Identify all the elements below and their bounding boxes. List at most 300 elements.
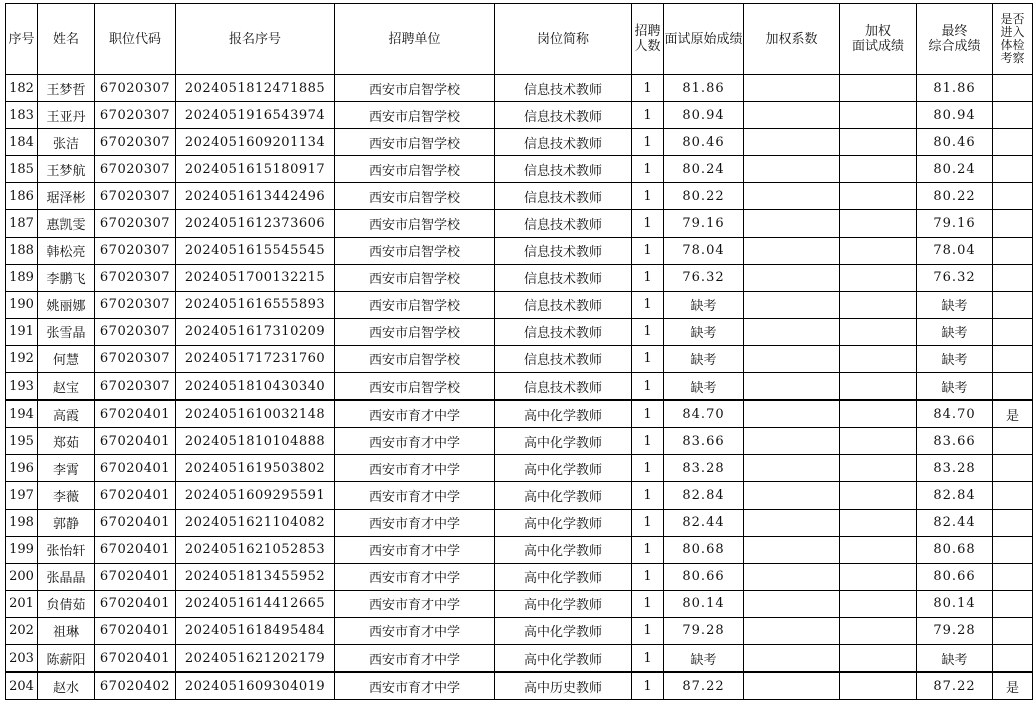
- cell-reg: 2024051618495484: [176, 617, 335, 644]
- cell-code: 67020307: [95, 156, 176, 183]
- cell-final: 82.84: [917, 482, 993, 509]
- cell-post: 高中化学教师: [495, 590, 632, 617]
- cell-weighted: [840, 536, 917, 563]
- cell-medical: [993, 318, 1033, 345]
- header-medical-check: [993, 4, 1033, 75]
- cell-raw: 80.46: [664, 129, 744, 156]
- cell-unit: 西安市育才中学: [335, 617, 495, 644]
- cell-seq: 194: [6, 400, 38, 428]
- cell-weighted: [840, 345, 917, 372]
- cell-code: 67020401: [95, 428, 176, 455]
- header-row: [6, 4, 1033, 75]
- cell-count: 1: [632, 400, 664, 428]
- cell-medical: [993, 455, 1033, 482]
- cell-code: 67020401: [95, 617, 176, 644]
- cell-count: 1: [632, 291, 664, 318]
- cell-seq: 189: [6, 264, 38, 291]
- cell-raw: 80.66: [664, 563, 744, 590]
- cell-unit: 西安市育才中学: [335, 563, 495, 590]
- table-row: [6, 482, 1033, 509]
- cell-factor: [744, 509, 840, 536]
- cell-post: 信息技术教师: [495, 210, 632, 237]
- cell-medical: [993, 644, 1033, 672]
- header-weighted-line2: 面试成绩: [851, 39, 904, 54]
- cell-factor: [744, 400, 840, 428]
- cell-code: 67020401: [95, 482, 176, 509]
- cell-seq: 182: [6, 75, 38, 102]
- cell-final: 81.86: [917, 75, 993, 102]
- cell-final: 80.68: [917, 536, 993, 563]
- table-row: [6, 590, 1033, 617]
- cell-count: 1: [632, 590, 664, 617]
- table-row: [6, 455, 1033, 482]
- cell-post: 高中化学教师: [495, 455, 632, 482]
- cell-weighted: [840, 210, 917, 237]
- cell-weighted: [840, 156, 917, 183]
- cell-name: 郭静: [38, 509, 95, 536]
- table-row: [6, 400, 1033, 428]
- cell-post: 高中化学教师: [495, 482, 632, 509]
- cell-medical: [993, 183, 1033, 210]
- cell-reg: 2024051916543974: [176, 102, 335, 129]
- cell-seq: 198: [6, 509, 38, 536]
- cell-code: 67020401: [95, 563, 176, 590]
- cell-factor: [744, 672, 840, 700]
- cell-name: 赵宝: [38, 373, 95, 401]
- cell-code: 67020401: [95, 509, 176, 536]
- cell-unit: 西安市启智学校: [335, 291, 495, 318]
- cell-unit: 西安市启智学校: [335, 129, 495, 156]
- cell-reg: 2024051700132215: [176, 264, 335, 291]
- cell-post: 信息技术教师: [495, 373, 632, 401]
- cell-code: 67020307: [95, 345, 176, 372]
- cell-code: 67020307: [95, 75, 176, 102]
- cell-factor: [744, 102, 840, 129]
- header-hire-count-line1: 招聘: [634, 24, 661, 39]
- cell-reg: 2024051619503802: [176, 455, 335, 482]
- cell-count: 1: [632, 102, 664, 129]
- cell-medical: [993, 345, 1033, 372]
- table-row: [6, 563, 1033, 590]
- table-row: [6, 672, 1033, 700]
- cell-unit: 西安市育才中学: [335, 672, 495, 700]
- cell-count: 1: [632, 75, 664, 102]
- cell-reg: 2024051609295591: [176, 482, 335, 509]
- cell-raw: 80.22: [664, 183, 744, 210]
- cell-reg: 2024051610032148: [176, 400, 335, 428]
- cell-seq: 203: [6, 644, 38, 672]
- table-row: [6, 183, 1033, 210]
- cell-count: 1: [632, 672, 664, 700]
- cell-final: 80.14: [917, 590, 993, 617]
- cell-reg: 2024051613442496: [176, 183, 335, 210]
- cell-name: 赵水: [38, 672, 95, 700]
- cell-final: 80.66: [917, 563, 993, 590]
- cell-code: 67020307: [95, 102, 176, 129]
- cell-final: 80.94: [917, 102, 993, 129]
- header-position-code: 职位代码: [95, 4, 176, 75]
- cell-final: 84.70: [917, 400, 993, 428]
- table-body: [6, 75, 1033, 700]
- cell-seq: 200: [6, 563, 38, 590]
- cell-post: 信息技术教师: [495, 156, 632, 183]
- cell-raw: 81.86: [664, 75, 744, 102]
- cell-factor: [744, 536, 840, 563]
- cell-reg: 2024051621202179: [176, 644, 335, 672]
- cell-post: 信息技术教师: [495, 291, 632, 318]
- cell-reg: 2024051617310209: [176, 318, 335, 345]
- cell-code: 67020402: [95, 672, 176, 700]
- cell-seq: 185: [6, 156, 38, 183]
- cell-reg: 2024051813455952: [176, 563, 335, 590]
- cell-count: 1: [632, 129, 664, 156]
- cell-raw: 76.32: [664, 264, 744, 291]
- cell-final: 87.22: [917, 672, 993, 700]
- cell-raw: 缺考: [664, 373, 744, 401]
- cell-unit: 西安市育才中学: [335, 536, 495, 563]
- table-row: [6, 129, 1033, 156]
- cell-reg: 2024051717231760: [176, 345, 335, 372]
- cell-seq: 204: [6, 672, 38, 700]
- cell-raw: 缺考: [664, 644, 744, 672]
- cell-name: 何慧: [38, 345, 95, 372]
- table-row: [6, 237, 1033, 264]
- cell-medical: [993, 156, 1033, 183]
- cell-code: 67020307: [95, 264, 176, 291]
- cell-final: 78.04: [917, 237, 993, 264]
- table-row: [6, 373, 1033, 401]
- table-row: [6, 156, 1033, 183]
- cell-unit: 西安市启智学校: [335, 75, 495, 102]
- header-hire-count-line2: 人数: [634, 39, 661, 54]
- cell-final: 83.28: [917, 455, 993, 482]
- cell-count: 1: [632, 455, 664, 482]
- cell-reg: 2024051810430340: [176, 373, 335, 401]
- cell-name: 高霞: [38, 400, 95, 428]
- cell-medical: [993, 536, 1033, 563]
- cell-medical: [993, 291, 1033, 318]
- table-row: [6, 536, 1033, 563]
- cell-post: 高中历史教师: [495, 672, 632, 700]
- cell-seq: 197: [6, 482, 38, 509]
- cell-code: 67020307: [95, 183, 176, 210]
- cell-medical: [993, 129, 1033, 156]
- cell-code: 67020307: [95, 318, 176, 345]
- cell-medical: [993, 482, 1033, 509]
- cell-name: 李鹏飞: [38, 264, 95, 291]
- cell-raw: 87.22: [664, 672, 744, 700]
- cell-name: 陈薪阳: [38, 644, 95, 672]
- cell-seq: 184: [6, 129, 38, 156]
- header-medical-line4: 考察: [1000, 50, 1025, 65]
- cell-final: 79.16: [917, 210, 993, 237]
- cell-name: 李霄: [38, 455, 95, 482]
- cell-name: 姚丽娜: [38, 291, 95, 318]
- cell-weighted: [840, 617, 917, 644]
- cell-post: 信息技术教师: [495, 129, 632, 156]
- header-interview-raw: 面试原始成绩: [664, 4, 744, 75]
- cell-weighted: [840, 129, 917, 156]
- header-final-line2: 综合成绩: [928, 39, 981, 54]
- header-weight-factor: 加权系数: [744, 4, 840, 75]
- cell-unit: 西安市启智学校: [335, 264, 495, 291]
- cell-raw: 83.28: [664, 455, 744, 482]
- cell-code: 67020307: [95, 291, 176, 318]
- cell-final: 79.28: [917, 617, 993, 644]
- cell-code: 67020401: [95, 644, 176, 672]
- table-row: [6, 428, 1033, 455]
- cell-seq: 188: [6, 237, 38, 264]
- cell-post: 信息技术教师: [495, 264, 632, 291]
- cell-raw: 缺考: [664, 318, 744, 345]
- cell-weighted: [840, 291, 917, 318]
- cell-raw: 80.94: [664, 102, 744, 129]
- cell-factor: [744, 482, 840, 509]
- header-weighted-line1: 加权: [864, 24, 891, 39]
- cell-post: 信息技术教师: [495, 183, 632, 210]
- cell-factor: [744, 183, 840, 210]
- cell-post: 高中化学教师: [495, 617, 632, 644]
- cell-factor: [744, 590, 840, 617]
- cell-seq: 199: [6, 536, 38, 563]
- cell-raw: 80.68: [664, 536, 744, 563]
- cell-raw: 80.24: [664, 156, 744, 183]
- cell-count: 1: [632, 237, 664, 264]
- cell-raw: 84.70: [664, 400, 744, 428]
- cell-weighted: [840, 183, 917, 210]
- cell-code: 67020401: [95, 536, 176, 563]
- cell-post: 信息技术教师: [495, 75, 632, 102]
- cell-factor: [744, 129, 840, 156]
- cell-name: 张怡轩: [38, 536, 95, 563]
- cell-seq: 186: [6, 183, 38, 210]
- cell-count: 1: [632, 318, 664, 345]
- cell-code: 67020307: [95, 237, 176, 264]
- cell-medical: [993, 563, 1033, 590]
- cell-reg: 2024051612373606: [176, 210, 335, 237]
- cell-code: 67020401: [95, 455, 176, 482]
- cell-final: 缺考: [917, 291, 993, 318]
- cell-weighted: [840, 509, 917, 536]
- table-row: [6, 509, 1033, 536]
- cell-post: 高中化学教师: [495, 428, 632, 455]
- cell-code: 67020401: [95, 590, 176, 617]
- cell-factor: [744, 373, 840, 401]
- header-registration-number: 报名序号: [176, 4, 335, 75]
- cell-name: 张晶晶: [38, 563, 95, 590]
- cell-seq: 190: [6, 291, 38, 318]
- cell-medical: [993, 210, 1033, 237]
- cell-post: 高中化学教师: [495, 563, 632, 590]
- cell-unit: 西安市启智学校: [335, 318, 495, 345]
- cell-name: 王梦航: [38, 156, 95, 183]
- cell-count: 1: [632, 536, 664, 563]
- cell-weighted: [840, 102, 917, 129]
- cell-factor: [744, 264, 840, 291]
- cell-medical: [993, 509, 1033, 536]
- cell-factor: [744, 617, 840, 644]
- cell-weighted: [840, 264, 917, 291]
- cell-count: 1: [632, 617, 664, 644]
- cell-weighted: [840, 373, 917, 401]
- table-row: [6, 644, 1033, 672]
- cell-final: 缺考: [917, 345, 993, 372]
- cell-seq: 192: [6, 345, 38, 372]
- cell-final: 80.46: [917, 129, 993, 156]
- cell-name: 贠倩茹: [38, 590, 95, 617]
- cell-weighted: [840, 428, 917, 455]
- cell-final: 82.44: [917, 509, 993, 536]
- cell-medical: 是: [993, 400, 1033, 428]
- cell-post: 高中化学教师: [495, 644, 632, 672]
- cell-raw: 79.16: [664, 210, 744, 237]
- cell-factor: [744, 345, 840, 372]
- cell-count: 1: [632, 428, 664, 455]
- cell-count: 1: [632, 183, 664, 210]
- cell-reg: 2024051621052853: [176, 536, 335, 563]
- cell-weighted: [840, 672, 917, 700]
- cell-factor: [744, 210, 840, 237]
- cell-count: 1: [632, 644, 664, 672]
- cell-final: 缺考: [917, 373, 993, 401]
- cell-code: 67020307: [95, 210, 176, 237]
- cell-final: 80.22: [917, 183, 993, 210]
- cell-factor: [744, 428, 840, 455]
- cell-count: 1: [632, 156, 664, 183]
- cell-reg: 2024051609201134: [176, 129, 335, 156]
- cell-factor: [744, 291, 840, 318]
- cell-post: 信息技术教师: [495, 102, 632, 129]
- cell-final: 83.66: [917, 428, 993, 455]
- cell-raw: 缺考: [664, 291, 744, 318]
- cell-code: 67020401: [95, 400, 176, 428]
- cell-factor: [744, 237, 840, 264]
- header-weighted-score: [840, 4, 917, 75]
- cell-medical: [993, 617, 1033, 644]
- header-hiring-unit: 招聘单位: [335, 4, 495, 75]
- cell-seq: 183: [6, 102, 38, 129]
- cell-final: 缺考: [917, 644, 993, 672]
- table-row: [6, 210, 1033, 237]
- cell-reg: 2024051810104888: [176, 428, 335, 455]
- cell-medical: [993, 264, 1033, 291]
- cell-post: 高中化学教师: [495, 400, 632, 428]
- cell-unit: 西安市育才中学: [335, 509, 495, 536]
- cell-factor: [744, 75, 840, 102]
- cell-weighted: [840, 482, 917, 509]
- cell-final: 缺考: [917, 318, 993, 345]
- header-medical-line2: 进入: [1000, 24, 1025, 39]
- cell-raw: 83.66: [664, 428, 744, 455]
- cell-weighted: [840, 75, 917, 102]
- table-row: [6, 345, 1033, 372]
- cell-name: 张洁: [38, 129, 95, 156]
- cell-factor: [744, 156, 840, 183]
- cell-factor: [744, 644, 840, 672]
- cell-unit: 西安市启智学校: [335, 345, 495, 372]
- cell-unit: 西安市育才中学: [335, 400, 495, 428]
- cell-name: 李薇: [38, 482, 95, 509]
- cell-unit: 西安市启智学校: [335, 102, 495, 129]
- cell-count: 1: [632, 563, 664, 590]
- cell-code: 67020307: [95, 373, 176, 401]
- cell-seq: 193: [6, 373, 38, 401]
- table-row: [6, 318, 1033, 345]
- cell-reg: 2024051614412665: [176, 590, 335, 617]
- cell-raw: 82.84: [664, 482, 744, 509]
- cell-name: 王亚丹: [38, 102, 95, 129]
- cell-raw: 82.44: [664, 509, 744, 536]
- cell-unit: 西安市启智学校: [335, 183, 495, 210]
- cell-unit: 西安市启智学校: [335, 156, 495, 183]
- cell-factor: [744, 318, 840, 345]
- cell-medical: [993, 590, 1033, 617]
- cell-unit: 西安市育才中学: [335, 482, 495, 509]
- cell-reg: 2024051812471885: [176, 75, 335, 102]
- cell-name: 祖琳: [38, 617, 95, 644]
- cell-weighted: [840, 563, 917, 590]
- header-final-score: [917, 4, 993, 75]
- cell-count: 1: [632, 509, 664, 536]
- cell-reg: 2024051615180917: [176, 156, 335, 183]
- cell-name: 张雪晶: [38, 318, 95, 345]
- cell-final: 76.32: [917, 264, 993, 291]
- cell-raw: 78.04: [664, 237, 744, 264]
- header-medical-line3: 体检: [1000, 37, 1025, 52]
- cell-unit: 西安市育才中学: [335, 590, 495, 617]
- cell-unit: 西安市启智学校: [335, 373, 495, 401]
- cell-reg: 2024051609304019: [176, 672, 335, 700]
- cell-factor: [744, 455, 840, 482]
- cell-post: 高中化学教师: [495, 509, 632, 536]
- cell-seq: 201: [6, 590, 38, 617]
- cell-seq: 187: [6, 210, 38, 237]
- table-row: [6, 264, 1033, 291]
- cell-medical: 是: [993, 672, 1033, 700]
- header-hire-count: [632, 4, 664, 75]
- header-medical-stack: [1000, 13, 1024, 65]
- cell-unit: 西安市育才中学: [335, 455, 495, 482]
- table-row: [6, 102, 1033, 129]
- cell-name: 王梦哲: [38, 75, 95, 102]
- header-name: 姓名: [38, 4, 95, 75]
- cell-count: 1: [632, 482, 664, 509]
- cell-medical: [993, 102, 1033, 129]
- cell-raw: 79.28: [664, 617, 744, 644]
- cell-post: 信息技术教师: [495, 237, 632, 264]
- cell-weighted: [840, 237, 917, 264]
- cell-medical: [993, 428, 1033, 455]
- cell-medical: [993, 75, 1033, 102]
- cell-seq: 195: [6, 428, 38, 455]
- cell-weighted: [840, 644, 917, 672]
- cell-name: 惠凯雯: [38, 210, 95, 237]
- cell-final: 80.24: [917, 156, 993, 183]
- cell-reg: 2024051621104082: [176, 509, 335, 536]
- cell-seq: 196: [6, 455, 38, 482]
- cell-unit: 西安市育才中学: [335, 428, 495, 455]
- table-row: [6, 75, 1033, 102]
- cell-unit: 西安市育才中学: [335, 644, 495, 672]
- cell-seq: 202: [6, 617, 38, 644]
- header-seq: 序号: [6, 4, 38, 75]
- cell-factor: [744, 563, 840, 590]
- cell-unit: 西安市启智学校: [335, 210, 495, 237]
- cell-name: 韩松亮: [38, 237, 95, 264]
- cell-count: 1: [632, 210, 664, 237]
- cell-weighted: [840, 590, 917, 617]
- cell-name: 琚泽彬: [38, 183, 95, 210]
